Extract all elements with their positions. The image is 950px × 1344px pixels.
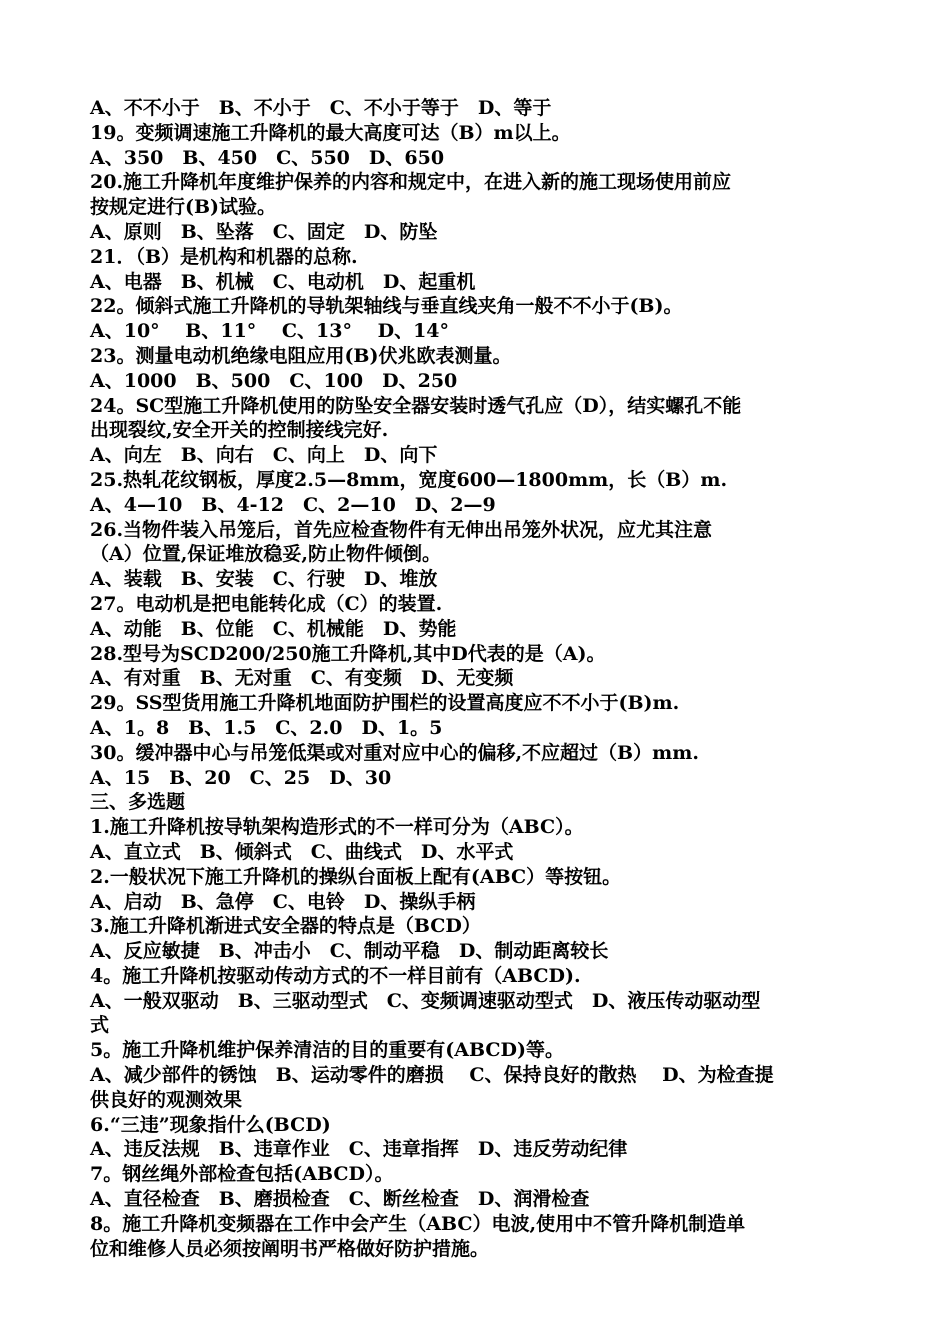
question-24-cont: 出现裂纹,安全开关的控制接线完好. [90,419,389,442]
question-20: 20.施工升降机年度维护保养的内容和规定中，在进入新的施工现场使用前应 [90,171,732,194]
options-25: A、4—10 B、4-12 C、2—10 D、2—9 [90,493,496,516]
question-20-cont: 按规定进行(B)试验。 [90,196,277,219]
options-21: A、电器 B、机械 C、电动机 D、起重机 [90,270,476,293]
section-heading: 三、多选题 [90,791,186,814]
question-26-cont: （A）位置,保证堆放稳妥,防止物件倾倒。 [90,543,441,566]
mc-question-1: 1.施工升降机按导轨架构造形式的不一样可分为（ABC）。 [90,816,584,839]
question-19: 19。变频调速施工升降机的最大高度可达（B）m以上。 [90,121,571,144]
mc-question-2: 2.一般状况下施工升降机的操纵台面板上配有(ABC）等按钮。 [90,865,622,888]
mc-question-7: 7。钢丝绳外部检查包括(ABCD）。 [90,1163,394,1186]
options-19: A、350 B、450 C、550 D、650 [90,146,445,169]
mc-options-3: A、反应敏捷 B、冲击小 C、制动平稳 D、制动距离较长 [90,940,609,963]
question-22: 22。倾斜式施工升降机的导轨架轴线与垂直线夹角一般不不小于(B)。 [90,295,683,318]
question-27: 27。电动机是把电能转化成（C）的装置. [90,592,443,615]
options-22: A、10° B、11° C、13° D、14° [90,320,450,343]
mc-question-3: 3.施工升降机渐进式安全器的特点是（BCD） [90,915,481,938]
question-25: 25.热轧花纹钢板，厚度2.5—8mm，宽度600—1800mm，长（B）m. [90,468,728,491]
question-23: 23。测量电动机绝缘电阻应用(B)伏兆欧表测量。 [90,344,512,367]
options-29: A、1。8 B、1.5 C、2.0 D、1。5 [90,716,443,739]
question-21: 21．（B）是机构和机器的总称. [90,245,358,268]
mc-question-8: 8。施工升降机变频器在工作中会产生（ABC）电波,使用中不管升降机制造单 [90,1212,746,1235]
text-line: A、不不小于 B、不小于 C、不小于等于 D、等于 [90,97,552,119]
options-30: A、15 B、20 C、25 D、30 [90,766,392,789]
question-24: 24。SC型施工升降机使用的防坠安全器安装时透气孔应（D），结实螺孔不能 [90,394,742,417]
mc-question-4: 4。施工升降机按驱动传动方式的不一样目前有（ABCD). [90,964,581,987]
options-24: A、向左 B、向右 C、向上 D、向下 [90,444,438,467]
mc-options-6: A、违反法规 B、违章作业 C、违章指挥 D、违反劳动纪律 [90,1138,628,1161]
mc-options-4: A、一般双驱动 B、三驱动型式 C、变频调速驱动型式 D、液压传动驱动型 [90,989,761,1012]
options-27: A、动能 B、位能 C、机械能 D、势能 [90,617,457,640]
mc-question-5: 5。施工升降机维护保养清洁的目的重要有(ABCD)等。 [90,1039,564,1062]
mc-question-8-cont: 位和维修人员必须按阐明书严格做好防护措施。 [90,1237,490,1260]
mc-options-5-cont: 供良好的观测效果 [90,1088,243,1111]
question-28: 28.型号为SCD200/250施工升降机,其中D代表的是（A)。 [90,642,606,665]
mc-options-4-cont: 式 [90,1014,110,1037]
options-20: A、原则 B、坠落 C、固定 D、防坠 [90,220,438,243]
options-26: A、装载 B、安装 C、行驶 D、堆放 [90,568,438,591]
options-28: A、有对重 B、无对重 C、有变频 D、无变频 [90,667,514,690]
document-page [90,96,860,1261]
options-23: A、1000 B、500 C、100 D、250 [90,369,458,392]
question-30: 30。缓冲器中心与吊笼低渠或对重对应中心的偏移,不应超过（B）mm. [90,741,699,764]
mc-options-1: A、直立式 B、倾斜式 C、曲线式 D、水平式 [90,840,514,863]
question-26: 26.当物件装入吊笼后，首先应检查物件有无伸出吊笼外状况，应尤其注意 [90,518,713,541]
mc-options-2: A、启动 B、急停 C、电铃 D、操纵手柄 [90,890,476,913]
question-29: 29。SS型货用施工升降机地面防护围栏的设置高度应不不小于(B)m. [90,692,680,715]
mc-question-6: 6.“三违”现象指什么(BCD) [90,1113,331,1136]
mc-options-7: A、直径检查 B、磨损检查 C、断丝检查 D、润滑检查 [90,1188,590,1211]
mc-options-5: A、减少部件的锈蚀 B、运动零件的磨损 C、保持良好的散热 D、为检查提 [90,1064,774,1087]
